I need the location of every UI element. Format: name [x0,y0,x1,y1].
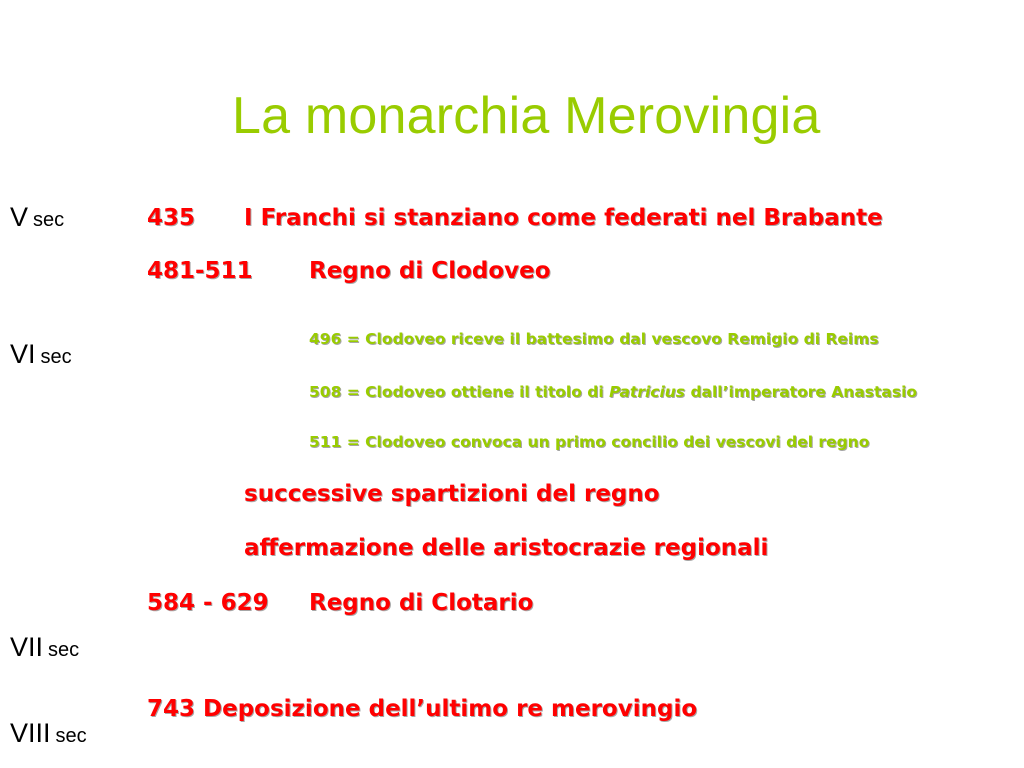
event-435-text: I Franchi si stanziano come federati nel Brabante [244,205,883,231]
century-sub: sec [33,209,65,231]
event-spartizioni: successive spartizioni del regno [244,481,660,507]
event-584-year: 584 - 629 [147,590,269,616]
event-481-text: Regno di Clodoveo [309,258,551,284]
century-sub: sec [40,346,72,368]
century-vii [10,632,79,663]
century-viii [10,718,87,749]
event-481-year: 481-511 [147,258,253,284]
detail-511: 511 = Clodoveo convoca un primo concilio dei vescovi del regno [309,433,870,451]
event-743: 743 Deposizione dell’ultimo re merovingio [147,696,698,722]
century-label: VII [10,632,44,662]
slide-title: La monarchia Merovingia [232,87,821,145]
century-vi [10,339,72,370]
century-label: VI [10,339,36,369]
detail-496: 496 = Clodoveo riceve il battesimo dal vescovo Remigio di Reims [309,330,879,348]
detail-508-italic: Patricius [609,383,686,401]
detail-508-before: 508 = Clodoveo ottiene il titolo di [309,383,610,401]
detail-508 [309,383,917,401]
event-aristocrazie: affermazione delle aristocrazie regionali [244,535,769,561]
event-584-text: Regno di Clotario [309,590,534,616]
century-label: VIII [10,718,51,748]
century-v [10,202,64,233]
event-435-year: 435 [147,205,196,231]
detail-508-after: dall’imperatore Anastasio [685,383,918,401]
century-sub: sec [55,725,87,747]
century-label: V [10,202,29,232]
century-sub: sec [48,639,80,661]
